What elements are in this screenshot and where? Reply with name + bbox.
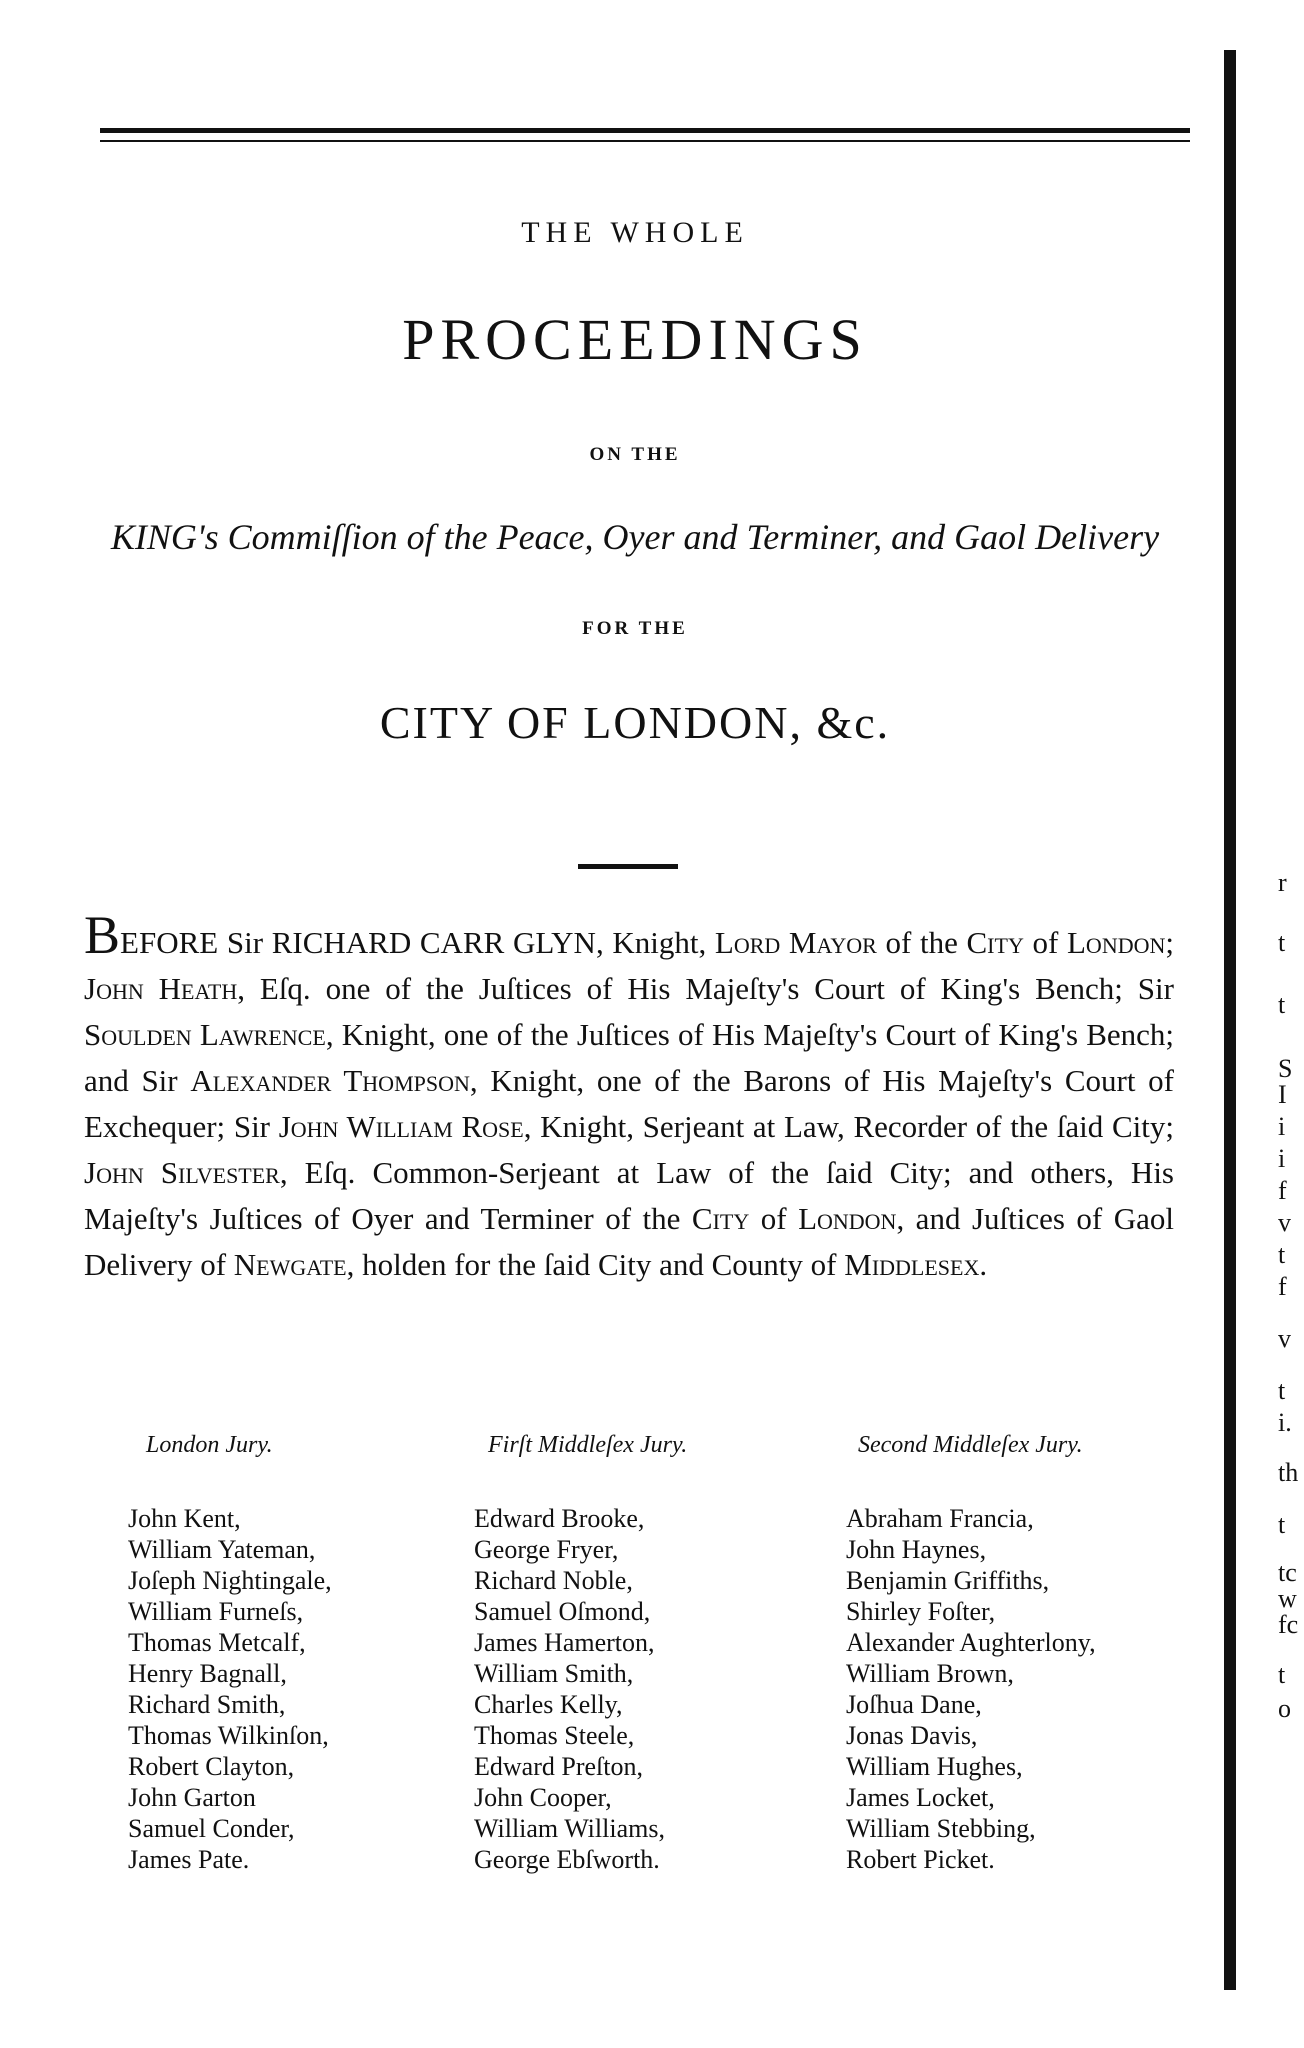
paragraph-text: EFORE Sir RICHARD CARR GLYN, Knight, — [120, 925, 715, 960]
jury-column-second-middlesex — [846, 1430, 1096, 1875]
small-caps-name: John Silvester — [84, 1155, 280, 1190]
edge-fragment: i — [1278, 1144, 1286, 1173]
edge-fragment: o — [1278, 1694, 1291, 1723]
edge-fragment: I — [1278, 1080, 1287, 1109]
edge-fragment: th — [1278, 1458, 1299, 1487]
title-proceedings: PROCEEDINGS — [402, 307, 868, 372]
juror-name: Alexander Aughterlony, — [846, 1628, 1096, 1657]
juror-name: Thomas Wilkinſon, — [128, 1721, 329, 1750]
juror-name: Samuel Oſmond, — [474, 1597, 651, 1626]
top-rule-thin — [100, 140, 1190, 142]
small-caps-name: City — [691, 1201, 750, 1236]
small-caps-name: John Heath — [84, 971, 238, 1006]
paragraph-text: , Knight, one of the Barons of His Majeſty's Court of Exchequer; Sir — [84, 1063, 1175, 1144]
edge-fragment: v — [1278, 1208, 1291, 1237]
paragraph-text: ; — [1165, 925, 1174, 960]
subtitle-on-the: ON THE — [589, 444, 681, 465]
small-caps-name: John William Rose — [278, 1109, 524, 1144]
juror-name: Richard Noble, — [474, 1566, 633, 1595]
edge-fragment: t — [1278, 1376, 1286, 1405]
paragraph-text: , Eſq. Common-Serjeant at Law of the ſaid City; and others, His Majeſty's Juſtices of Oyer and Terminer of the — [84, 1155, 1174, 1236]
edge-fragment: f — [1278, 1272, 1287, 1301]
page-spine-edge — [1224, 50, 1236, 1990]
subtitle-for-the: FOR THE — [582, 618, 688, 639]
juror-name: Robert Clayton, — [128, 1752, 295, 1781]
paragraph-text: of the — [876, 925, 967, 960]
small-caps-name: Soulden Lawrence — [84, 1017, 326, 1052]
adjacent-page-fragments — [1278, 860, 1304, 1740]
edge-fragment: t — [1278, 928, 1286, 957]
edge-fragment: f — [1278, 1176, 1287, 1205]
juror-name: Robert Picket. — [846, 1845, 995, 1874]
before-paragraph — [84, 905, 1175, 1288]
edge-fragment: tc — [1278, 1558, 1297, 1587]
jury-heading: Second Middleſex Jury. — [858, 1432, 1083, 1458]
edge-fragment: i — [1278, 1112, 1286, 1141]
juror-name: William Yateman, — [128, 1535, 316, 1564]
juror-name: Samuel Conder, — [128, 1814, 295, 1843]
edge-fragment: S — [1278, 1054, 1293, 1083]
juror-name: John Cooper, — [474, 1783, 612, 1812]
paragraph-text: , Eſq. one of the Juſtices of His Majeſty's Court of King's Bench; Sir — [237, 971, 1174, 1006]
juror-name: James Hamerton, — [474, 1628, 655, 1657]
edge-fragment: fc — [1278, 1610, 1299, 1639]
subtitle-commission: KING's Commiſſion of the Peace, Oyer and Terminer, and Gaol Delivery — [110, 517, 1160, 557]
juror-name: William Furneſs, — [128, 1597, 304, 1626]
juror-name: Benjamin Griffiths, — [846, 1566, 1050, 1595]
edge-fragment: t — [1278, 1510, 1286, 1539]
paragraph-text: , and Juſtices of Gaol Delivery of — [84, 1201, 1175, 1282]
juror-name: Joſeph Nightingale, — [128, 1566, 332, 1595]
small-caps-name: City — [966, 925, 1024, 960]
paragraph-text: , Knight, one of the Juſtices of His Majeſty's Court of King's Bench; and Sir — [84, 1017, 1175, 1098]
juror-name: William Stebbing, — [846, 1814, 1036, 1843]
juror-name: Jonas Davis, — [846, 1721, 978, 1750]
edge-fragment: t — [1278, 990, 1286, 1019]
title-city-of-london: CITY OF LONDON, &c. — [379, 697, 891, 748]
drop-cap: B — [84, 905, 121, 965]
small-caps-name: Lord Mayor — [714, 925, 877, 960]
jury-heading: Firſt Middleſex Jury. — [488, 1432, 688, 1458]
edge-fragment: w — [1278, 1584, 1297, 1613]
edge-fragment: i. — [1278, 1408, 1292, 1437]
juror-name: George Fryer, — [474, 1535, 619, 1564]
juror-name: Shirley Foſter, — [846, 1597, 996, 1626]
small-caps-name: Middlesex — [844, 1247, 980, 1282]
juror-name: Charles Kelly, — [474, 1690, 623, 1719]
small-caps-name: London — [1067, 925, 1166, 960]
small-caps-name: Alexander Thompson — [190, 1063, 470, 1098]
juror-name: Thomas Steele, — [474, 1721, 635, 1750]
edge-fragment: v — [1278, 1324, 1291, 1353]
section-divider-rule — [578, 864, 678, 869]
jury-heading: London Jury. — [146, 1432, 273, 1458]
paragraph-text: , holden for the ſaid City and County of — [346, 1247, 845, 1282]
paragraph-text: of — [1023, 925, 1067, 960]
edge-fragment: t — [1278, 1660, 1286, 1689]
juror-name: John Haynes, — [846, 1535, 987, 1564]
juror-name: Abraham Francia, — [846, 1504, 1034, 1533]
juror-name: George Ebſworth. — [474, 1845, 660, 1874]
jury-column-first-middlesex — [474, 1430, 687, 1875]
edge-fragment: r — [1278, 868, 1287, 897]
juror-name: William Brown, — [846, 1659, 1014, 1688]
paragraph-text: of — [749, 1201, 799, 1236]
juror-name: Joſhua Dane, — [846, 1690, 982, 1719]
small-caps-name: London — [798, 1201, 897, 1236]
small-caps-name: Newgate — [233, 1247, 347, 1282]
juror-name: James Locket, — [846, 1783, 995, 1812]
juror-name: James Pate. — [128, 1845, 250, 1874]
juror-name: Thomas Metcalf, — [128, 1628, 306, 1657]
juror-name: John Garton — [128, 1783, 256, 1812]
juror-name: Edward Brooke, — [474, 1504, 645, 1533]
jury-column-london — [128, 1430, 332, 1875]
paragraph-text: . — [979, 1247, 988, 1282]
juror-name: William Williams, — [474, 1814, 665, 1843]
juror-name: Edward Preſton, — [474, 1752, 643, 1781]
edge-fragment: t — [1278, 1240, 1286, 1269]
top-rule-thick — [100, 128, 1190, 133]
paragraph-text: , Knight, Serjeant at Law, Recorder of the ſaid City; — [523, 1109, 1174, 1144]
juror-name: John Kent, — [128, 1504, 241, 1533]
juror-name: William Hughes, — [846, 1752, 1023, 1781]
juror-name: Henry Bagnall, — [128, 1659, 287, 1688]
juror-name: William Smith, — [474, 1659, 634, 1688]
juror-name: Richard Smith, — [128, 1690, 286, 1719]
title-the-whole: THE WHOLE — [521, 216, 749, 249]
